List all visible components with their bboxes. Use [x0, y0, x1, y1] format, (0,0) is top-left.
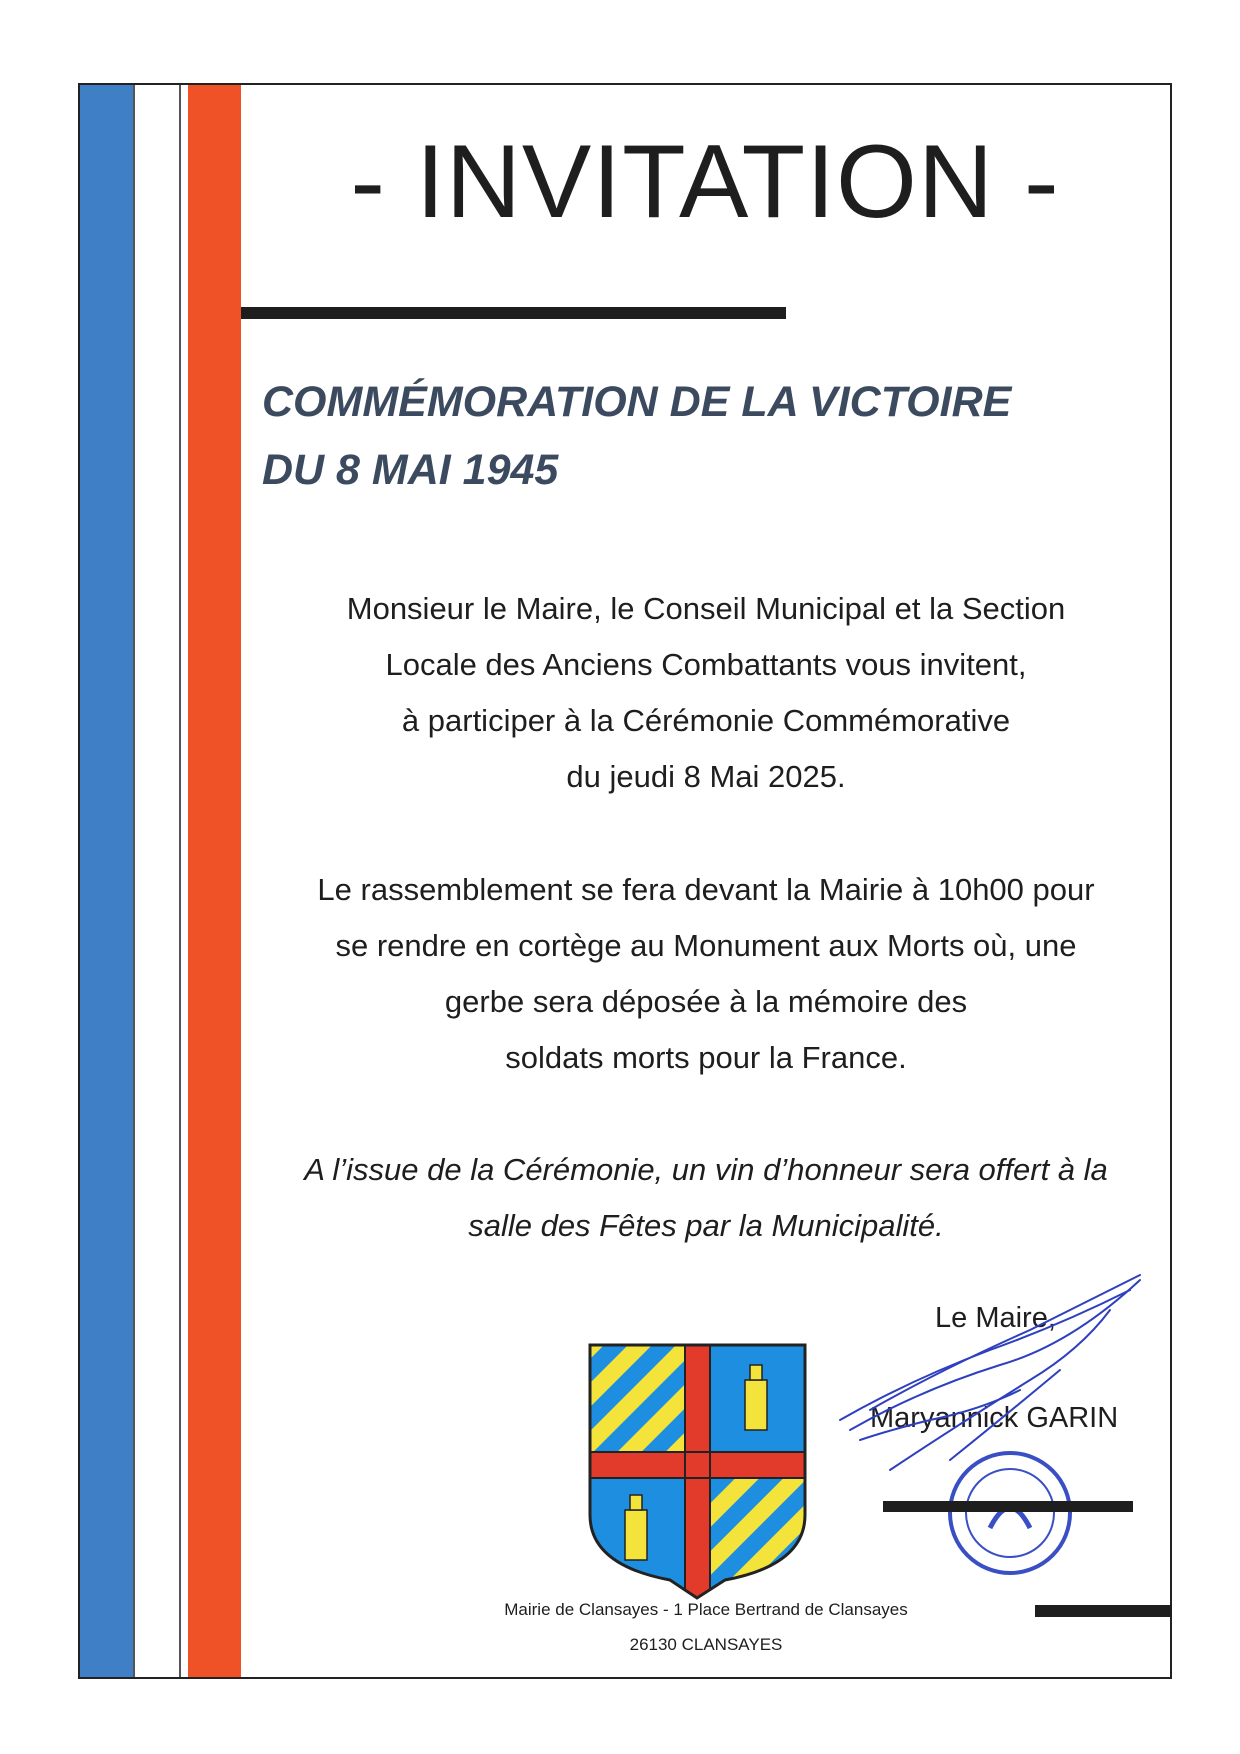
text-line: soldats morts pour la France. [505, 1040, 907, 1075]
text-line: à participer à la Cérémonie Commémorative [401, 703, 1011, 738]
invitation-paragraph [241, 581, 1171, 805]
flag-stripe-white [133, 85, 181, 1677]
gathering-paragraph [241, 862, 1171, 1086]
text-line: Le rassemblement se fera devant la Mairie à 10h00 pour [317, 872, 1095, 907]
text-line: gerbe sera déposée à la mémoire des [444, 984, 968, 1019]
mayor-name: Maryannick GARIN [870, 1402, 1119, 1434]
page-title: - INVITATION - [350, 124, 1060, 240]
coat-of-arms-icon [585, 1340, 810, 1600]
title-underline [241, 307, 786, 319]
subtitle [262, 368, 1142, 504]
flag-stripe-blue [80, 85, 133, 1677]
text-line: se rendre en cortège au Monument aux Morts où, une [335, 928, 1077, 963]
subtitle-line: DU 8 MAI 1945 [262, 446, 559, 494]
text-line: salle des Fêtes par la Municipalité. [468, 1208, 944, 1243]
decorative-bar [883, 1501, 1133, 1512]
footer-postcode: 26130 CLANSAYES [629, 1635, 783, 1654]
subtitle-line: COMMÉMORATION DE LA VICTOIRE [262, 378, 1012, 426]
text-line: A l’issue de la Cérémonie, un vin d’honneur sera offert à la [304, 1152, 1108, 1187]
text-line: Monsieur le Maire, le Conseil Municipal et la Section [346, 591, 1066, 626]
mayor-title: Le Maire, [935, 1302, 1056, 1334]
text-line: du jeudi 8 Mai 2025. [566, 759, 846, 794]
footer-address: Mairie de Clansayes - 1 Place Bertrand de Clansayes [504, 1600, 908, 1619]
official-stamp-icon [945, 1448, 1075, 1578]
flag-stripe-red [188, 85, 241, 1677]
text-line: Locale des Anciens Combattants vous invitent, [385, 647, 1027, 682]
reception-paragraph [241, 1142, 1171, 1254]
